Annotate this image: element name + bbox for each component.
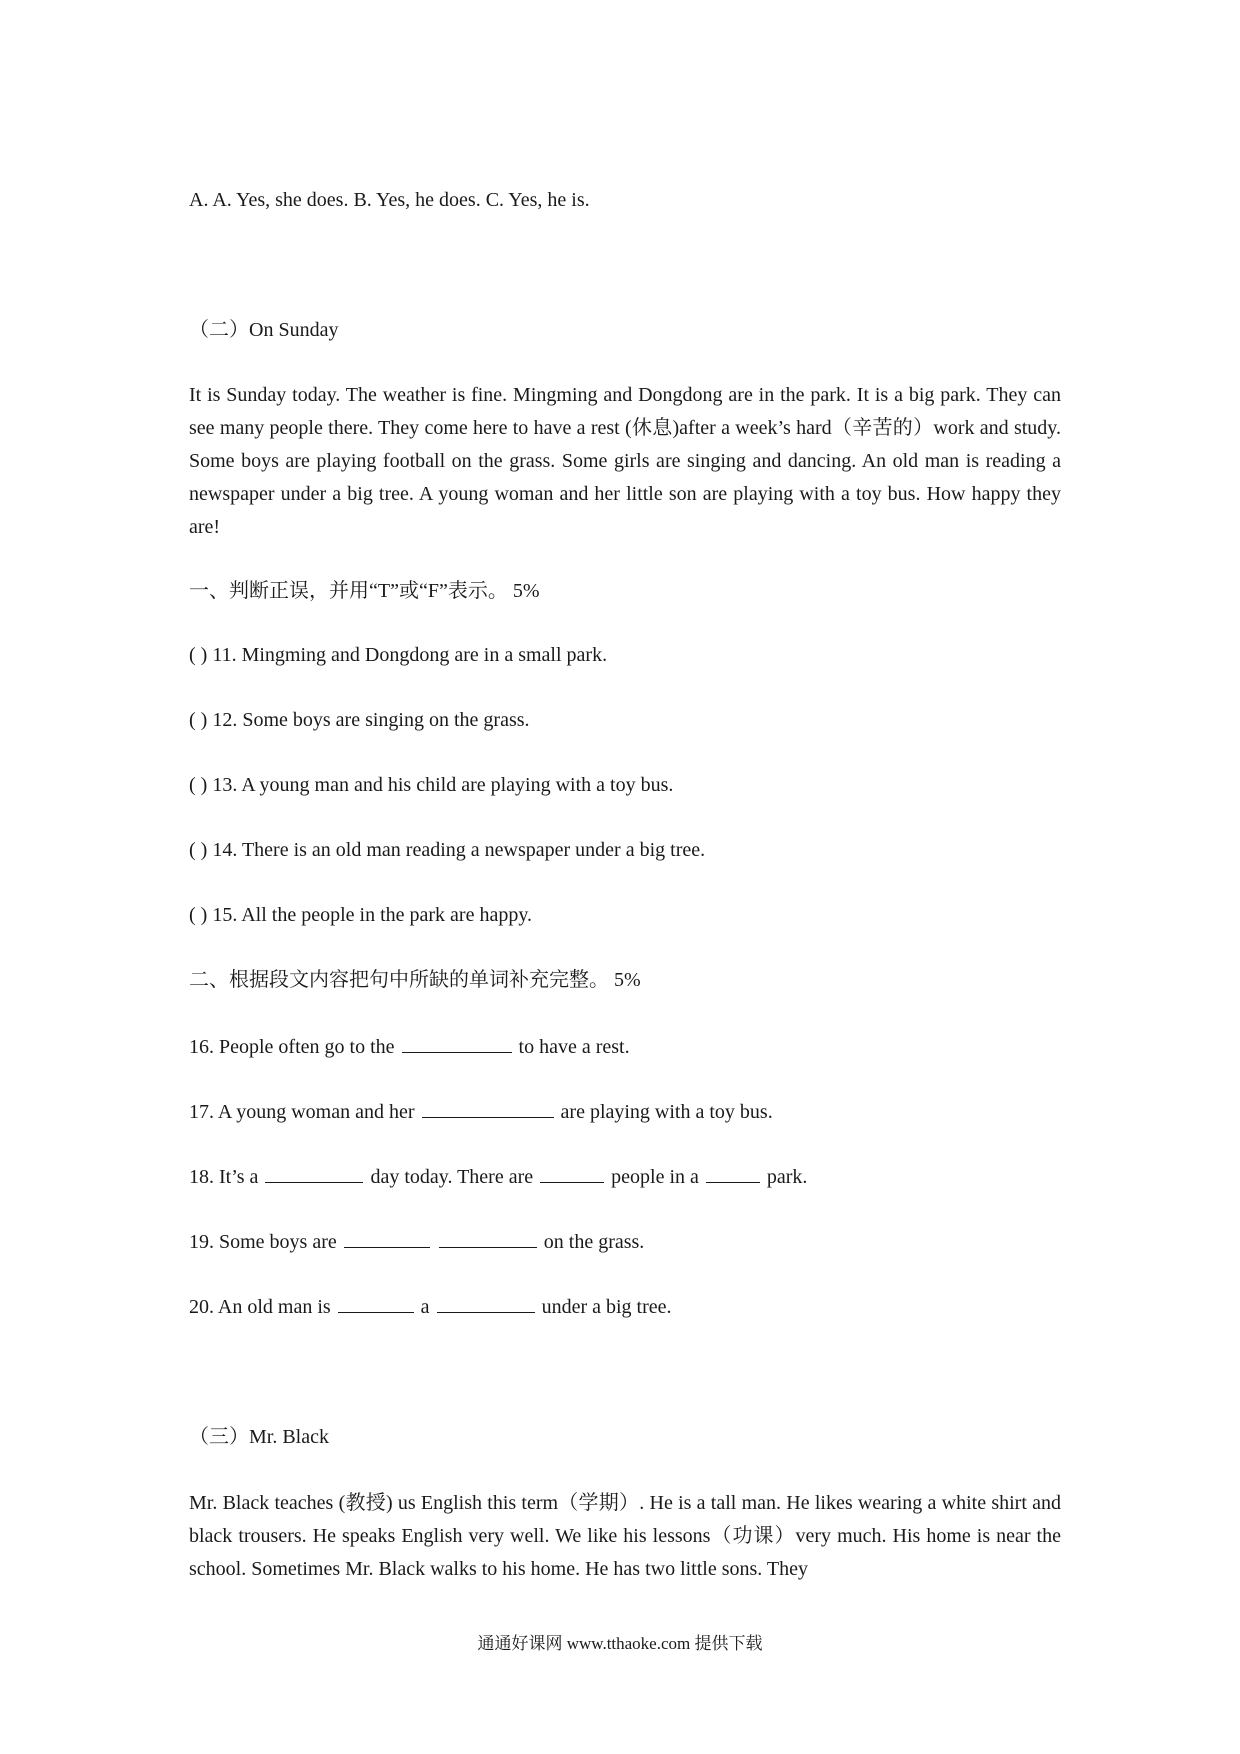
- fill-item-text: are playing with a toy bus.: [560, 1101, 773, 1123]
- fill-item-text: park.: [766, 1166, 808, 1188]
- fill-item-text: 19. Some boys are: [189, 1231, 337, 1253]
- fill-item-text: to have a rest.: [518, 1036, 630, 1058]
- answer-blank[interactable]: [402, 1034, 512, 1053]
- answer-blank[interactable]: [265, 1164, 363, 1183]
- fill-item-text: people in a: [611, 1166, 699, 1188]
- fill-item-16: [189, 1034, 630, 1059]
- answer-blank[interactable]: [338, 1294, 414, 1313]
- fill-item-text: on the grass.: [543, 1231, 645, 1253]
- answer-blank[interactable]: [422, 1099, 554, 1118]
- part-1-instruction: 一、判断正误，并用“T”或“F”表示。 5%: [189, 580, 540, 602]
- answer-blank[interactable]: [540, 1164, 604, 1183]
- section-2-heading: （二）On Sunday: [189, 319, 339, 341]
- tf-item-11: ( ) 11. Mingming and Dongdong are in a small park.: [189, 644, 608, 666]
- fill-item-18: [189, 1164, 807, 1189]
- answer-blank[interactable]: [437, 1294, 535, 1313]
- section-3-heading: （三）Mr. Black: [189, 1426, 329, 1448]
- passage-text: It is Sunday today. The weather is fine. Mingming and Dongdong are in the park. It is a big park. They can see many people there. They come here to have a rest (休息)after a week’s hard（辛苦的）work and study. Some boys are playing football on the grass. Some girls are singing and dancing. An old man is reading a newspaper under a big tree. A young woman and her little son are playing with a toy bus. How happy they are!: [189, 384, 1061, 538]
- fill-item-20: [189, 1294, 672, 1319]
- answer-blank[interactable]: [344, 1229, 430, 1248]
- answer-options-line: A. A. Yes, she does. B. Yes, he does. C. Yes, he is.: [189, 189, 590, 211]
- answer-blank[interactable]: [706, 1164, 760, 1183]
- tf-item-13: ( ) 13. A young man and his child are playing with a toy bus.: [189, 774, 674, 796]
- tf-item-15: ( ) 15. All the people in the park are happy.: [189, 904, 533, 926]
- tf-item-14: ( ) 14. There is an old man reading a newspaper under a big tree.: [189, 839, 706, 861]
- fill-item-text: 16. People often go to the: [189, 1036, 395, 1058]
- page-footer: 通通好课网 www.tthaoke.com 提供下载: [477, 1634, 763, 1653]
- fill-item-text: 17. A young woman and her: [189, 1101, 415, 1123]
- fill-item-text: day today. There are: [370, 1166, 534, 1188]
- section-3-passage: [189, 1487, 1061, 1586]
- passage-text: Mr. Black teaches (教授) us English this term（学期）. He is a tall man. He likes wearing a white shirt and black trousers. He speaks English very well. We like his lessons（功课）very much. His home is near the school. Sometimes Mr. Black walks to his home. He has two little sons. They: [189, 1492, 1061, 1580]
- tf-item-12: ( ) 12. Some boys are singing on the grass.: [189, 709, 530, 731]
- section-2-passage: [189, 379, 1061, 544]
- fill-item-text: 18. It’s a: [189, 1166, 259, 1188]
- fill-item-text: a: [420, 1296, 430, 1318]
- fill-item-text: 20. An old man is: [189, 1296, 331, 1318]
- answer-blank[interactable]: [439, 1229, 537, 1248]
- fill-item-17: [189, 1099, 773, 1124]
- fill-item-text: under a big tree.: [541, 1296, 672, 1318]
- part-2-instruction: 二、根据段文内容把句中所缺的单词补充完整。 5%: [189, 969, 641, 991]
- fill-item-19: [189, 1229, 644, 1254]
